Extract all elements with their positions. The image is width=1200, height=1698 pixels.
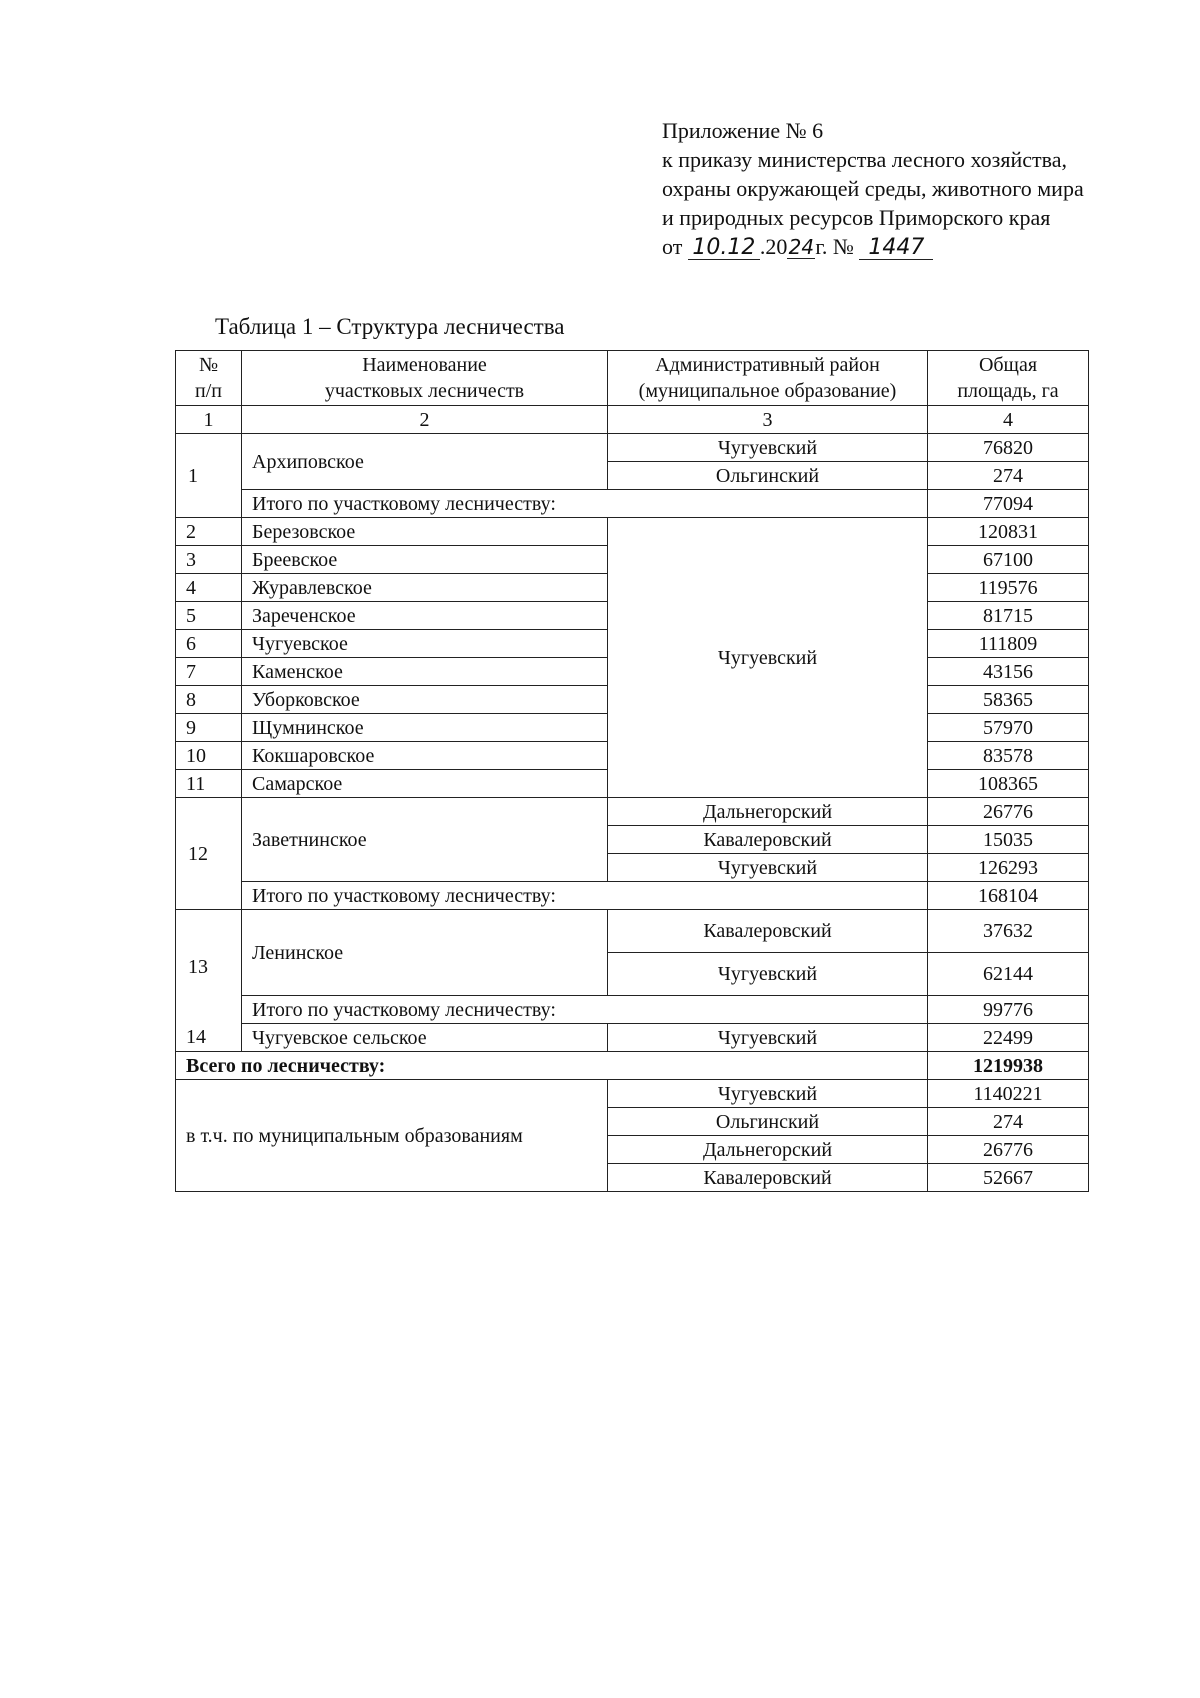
district-cell: Кавалеровский bbox=[608, 910, 928, 953]
grand-total-label: Всего по лесничеству: bbox=[176, 1052, 928, 1080]
year-prefix: 20 bbox=[765, 234, 788, 259]
row-number: 3 bbox=[176, 546, 242, 574]
breakdown-row bbox=[176, 1080, 1089, 1108]
column-number-row bbox=[176, 406, 1089, 434]
forestry-name: Чугуевское bbox=[242, 630, 608, 658]
forestry-structure-table bbox=[175, 350, 1089, 1192]
area-cell: 62144 bbox=[928, 953, 1089, 996]
subtotal-label: Итого по участковому лесничеству: bbox=[242, 882, 928, 910]
district-cell: Чугуевский bbox=[608, 854, 928, 882]
handwritten-year: 24 bbox=[788, 235, 815, 259]
row-number: 12 bbox=[176, 798, 242, 910]
row-number: 11 bbox=[176, 770, 242, 798]
subtotal-value: 168104 bbox=[928, 882, 1089, 910]
row-number: 9 bbox=[176, 714, 242, 742]
district-cell: Чугуевский bbox=[608, 1024, 928, 1052]
area-cell: 1140221 bbox=[928, 1080, 1089, 1108]
forestry-name: Архиповское bbox=[242, 434, 608, 490]
appendix-block bbox=[662, 116, 1084, 261]
subtotal-label: Итого по участковому лесничеству: bbox=[242, 490, 928, 518]
district-cell: Чугуевский bbox=[608, 434, 928, 462]
subtotal-row bbox=[176, 882, 1089, 910]
forestry-name: Уборковское bbox=[242, 686, 608, 714]
area-cell: 81715 bbox=[928, 602, 1089, 630]
area-cell: 76820 bbox=[928, 434, 1089, 462]
subtotal-value: 77094 bbox=[928, 490, 1089, 518]
table-row bbox=[176, 518, 1089, 546]
forestry-name: Березовское bbox=[242, 518, 608, 546]
row-number: 4 bbox=[176, 574, 242, 602]
area-cell: 26776 bbox=[928, 798, 1089, 826]
district-cell: Чугуевский bbox=[608, 953, 928, 996]
row-number: 13 bbox=[176, 910, 242, 1024]
date-dot: . bbox=[759, 234, 766, 259]
header-num: № п/п bbox=[176, 351, 242, 406]
district-cell: Кавалеровский bbox=[608, 1164, 928, 1192]
area-cell: 67100 bbox=[928, 546, 1089, 574]
row-number: 7 bbox=[176, 658, 242, 686]
area-cell: 119576 bbox=[928, 574, 1089, 602]
area-cell: 26776 bbox=[928, 1136, 1089, 1164]
table-row bbox=[176, 434, 1089, 462]
row-number: 1 bbox=[176, 434, 242, 518]
subtotal-row bbox=[176, 490, 1089, 518]
grand-total-row bbox=[176, 1052, 1089, 1080]
district-cell: Чугуевский bbox=[608, 1080, 928, 1108]
appendix-region-line: и природных ресурсов Приморского края bbox=[662, 205, 1051, 230]
area-cell: 43156 bbox=[928, 658, 1089, 686]
year-word: г. № bbox=[815, 234, 854, 259]
district-cell: Ольгинский bbox=[608, 462, 928, 490]
forestry-name: Заветнинское bbox=[242, 798, 608, 882]
area-cell: 120831 bbox=[928, 518, 1089, 546]
table-row bbox=[176, 910, 1089, 953]
col-number: 1 bbox=[176, 406, 242, 434]
area-cell: 83578 bbox=[928, 742, 1089, 770]
district-cell: Дальнегорский bbox=[608, 1136, 928, 1164]
subtotal-row bbox=[176, 996, 1089, 1024]
area-cell: 274 bbox=[928, 1108, 1089, 1136]
district-cell: Дальнегорский bbox=[608, 798, 928, 826]
district-cell-merged: Чугуевский bbox=[608, 518, 928, 798]
area-cell: 126293 bbox=[928, 854, 1089, 882]
appendix-order-line: к приказу министерства лесного хозяйства, bbox=[662, 147, 1068, 172]
grand-total-value: 1219938 bbox=[928, 1052, 1089, 1080]
appendix-date-line bbox=[662, 232, 1084, 261]
district-cell: Ольгинский bbox=[608, 1108, 928, 1136]
area-cell: 37632 bbox=[928, 910, 1089, 953]
table-header-row bbox=[176, 351, 1089, 406]
handwritten-date: 10.12 bbox=[688, 237, 760, 260]
area-cell: 111809 bbox=[928, 630, 1089, 658]
forestry-name: Щумнинское bbox=[242, 714, 608, 742]
area-cell: 274 bbox=[928, 462, 1089, 490]
forestry-name: Чугуевское сельское bbox=[242, 1024, 608, 1052]
col-number: 2 bbox=[242, 406, 608, 434]
col-number: 4 bbox=[928, 406, 1089, 434]
subtotal-label: Итого по участковому лесничеству: bbox=[242, 996, 928, 1024]
date-prefix: от bbox=[662, 234, 683, 259]
header-area: Общая площадь, га bbox=[928, 351, 1089, 406]
subtotal-value: 99776 bbox=[928, 996, 1089, 1024]
table-title: Таблица 1 – Структура лесничества bbox=[215, 314, 565, 339]
row-number: 6 bbox=[176, 630, 242, 658]
appendix-title: Приложение № 6 bbox=[662, 118, 824, 143]
forestry-name: Каменское bbox=[242, 658, 608, 686]
row-number: 10 bbox=[176, 742, 242, 770]
area-cell: 108365 bbox=[928, 770, 1089, 798]
area-cell: 52667 bbox=[928, 1164, 1089, 1192]
forestry-name: Кокшаровское bbox=[242, 742, 608, 770]
header-name: Наименование участковых лесничеств bbox=[242, 351, 608, 406]
row-number: 5 bbox=[176, 602, 242, 630]
header-district: Административный район (муниципальное образование) bbox=[608, 351, 928, 406]
area-cell: 22499 bbox=[928, 1024, 1089, 1052]
district-cell: Кавалеровский bbox=[608, 826, 928, 854]
table-row bbox=[176, 1024, 1089, 1052]
area-cell: 57970 bbox=[928, 714, 1089, 742]
area-cell: 58365 bbox=[928, 686, 1089, 714]
handwritten-order-number: 1447 bbox=[859, 237, 933, 260]
forestry-name: Зареченское bbox=[242, 602, 608, 630]
forestry-name: Журавлевское bbox=[242, 574, 608, 602]
forestry-name: Ленинское bbox=[242, 910, 608, 996]
breakdown-label: в т.ч. по муниципальным образованиям bbox=[176, 1080, 608, 1192]
row-number: 8 bbox=[176, 686, 242, 714]
forestry-name: Самарское bbox=[242, 770, 608, 798]
area-cell: 15035 bbox=[928, 826, 1089, 854]
col-number: 3 bbox=[608, 406, 928, 434]
appendix-ministry-line: охраны окружающей среды, животного мира bbox=[662, 176, 1084, 201]
row-number: 2 bbox=[176, 518, 242, 546]
table-row bbox=[176, 798, 1089, 826]
row-number: 14 bbox=[176, 1024, 242, 1052]
forestry-name: Бреевское bbox=[242, 546, 608, 574]
